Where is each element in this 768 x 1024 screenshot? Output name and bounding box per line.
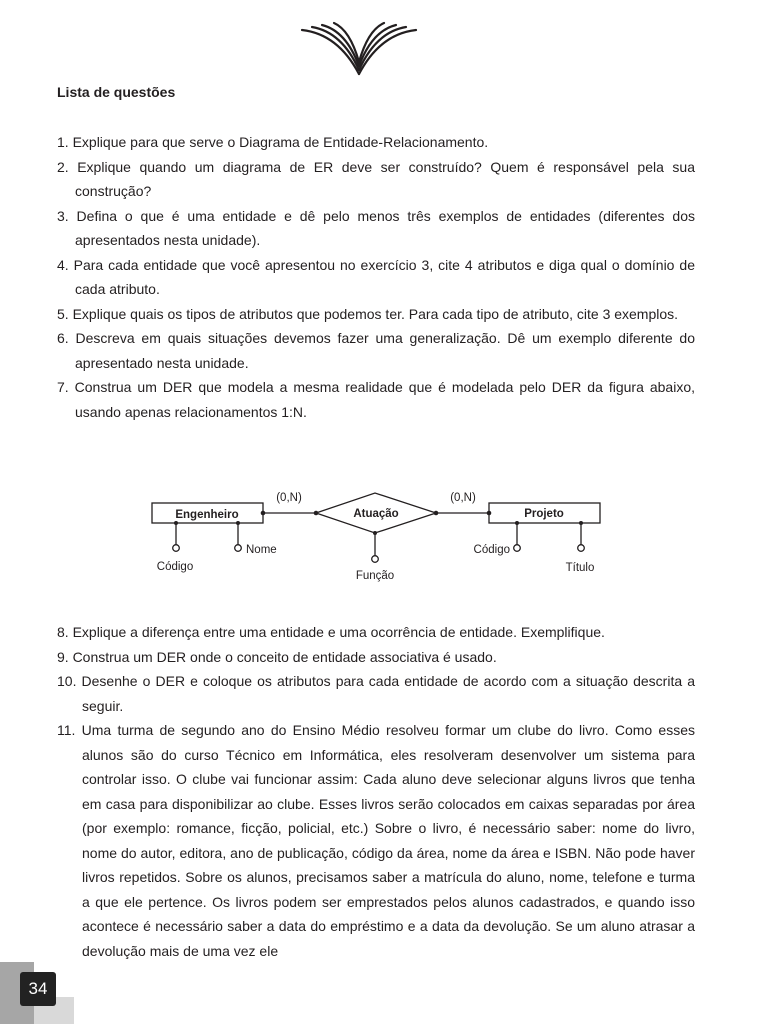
question-3: 3. Defina o que é uma entidade e dê pelo menos três exemplos de entidades (diferentes dos apresentados nesta unidade). — [57, 207, 695, 248]
question-4: 4. Para cada entidade que você apresentou no exercício 3, cite 4 atributos e diga qual o domínio de cada atributo. — [57, 256, 695, 297]
attr-nome-marker — [235, 545, 242, 552]
question-7: 7. Construa um DER que modela a mesma realidade que é modelada pelo DER da figura abaixo, usando apenas relacionamentos 1:N. — [57, 379, 695, 420]
cardinality-left: (0,N) — [276, 492, 302, 504]
er-diagram — [145, 482, 615, 587]
entity-engenheiro: Engenheiro — [175, 509, 239, 521]
question-8: 8. Explique a diferença entre uma entidade e uma ocorrência de entidade. Exemplifique. — [57, 624, 605, 640]
page-number: 34 — [20, 972, 56, 1006]
question-11: 11. Uma turma de segundo ano do Ensino Médio resolveu formar um clube do livro. Como esses alunos são do curso Técnico em Informática, eles resolveram desenvolver um sistema para controlar isso. O clube vai funcionar assim: Cada aluno deve selecionar alguns livros que tenha em casa para disponibilizar ao clube. Esses livros serão colocados em caixas separadas por área (por exemplo: romance, ficção, policial, etc.) Sobre o livro, é necessário saber: nome do livro, nome do autor, editora, ano de publicação, código da área, nome da área e ISBN. Não pode haver livros repetidos. Sobre os alunos, precisamos saber a matrícula do aluno, nome, telefone e turma a que ele pertence. Os livros podem ser emprestados pelos alunos cadastrados, e quando isso acontece é necessário saber a data do empréstimo e a data da devolução. Se um aluno atrasar a devolução mais de uma vez ele — [57, 722, 695, 959]
question-5: 5. Explique quais os tipos de atributos que podemos ter. Para cada tipo de atributo, cite 3 exemplos. — [57, 305, 679, 322]
attr-codigo-right-marker — [514, 545, 521, 552]
question-9: 9. Construa um DER onde o conceito de entidade associativa é usado. — [57, 648, 497, 665]
entity-projeto: Projeto — [524, 508, 564, 520]
page-title: Lista de questões — [57, 84, 176, 100]
attr-titulo-marker — [578, 545, 585, 552]
attr-codigo-left-marker — [173, 545, 180, 552]
question-1: 1. Explique para que serve o Diagrama de Entidade-Relacionamento. — [57, 134, 489, 150]
attr-codigo-left: Código — [156, 561, 194, 573]
question-10: 10. Desenhe o DER e coloque os atributos para cada entidade de acordo com a situação descrita a seguir. — [57, 673, 695, 714]
open-book-icon — [298, 20, 420, 78]
question-6: 6. Descreva em quais situações devemos fazer uma generalização. Dê um exemplo diferente do apresentado nesta unidade. — [57, 330, 695, 371]
question-list-bottom — [57, 620, 695, 963]
cardinality-right: (0,N) — [450, 492, 476, 504]
question-2: 2. Explique quando um diagrama de ER deve ser construído? Quem é responsável pela sua construção? — [57, 158, 695, 199]
question-list-top — [57, 130, 695, 424]
attr-nome: Nome — [246, 544, 277, 556]
attr-titulo: Título — [565, 562, 595, 574]
attr-funcao: Função — [355, 570, 395, 582]
attr-funcao-marker — [372, 556, 379, 563]
relationship-atuacao: Atuação — [353, 508, 399, 520]
attr-codigo-right: Código — [473, 544, 510, 556]
